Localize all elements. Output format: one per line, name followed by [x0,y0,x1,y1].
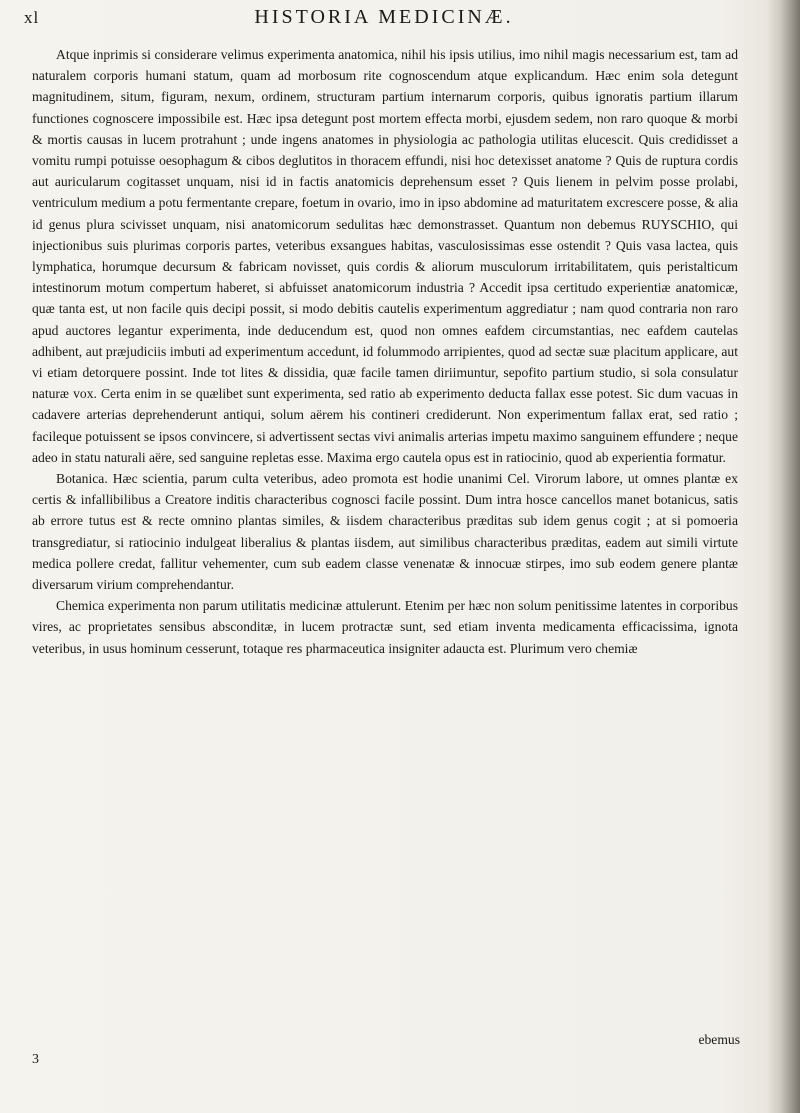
running-title: HISTORIA MEDICINÆ. [254,6,514,28]
page-number: xl [24,8,40,27]
paragraph-anatomica: Atque inprimis si considerare velimus experimenta anatomica, nihil his ipsis utilius, imo nihil magis necessarium est, tam ad naturalem corporis humani statum, quam ad morbosum rite cognoscendum atque explicandum. Hæc enim sola detegunt magnitudinem, situm, figuram, nexum, ordinem, structuram partium internarum corporis, quibus ignoratis partium illarum functiones cognoscere impossibile est. Hæc ipsa detegunt post mortem effecta morbi, ejusdem sedem, non raro quoque & morbi & mortis causas in lucem protrahunt ; unde ingens anatomes in physiologia ac pathologia utilitas elucescit. Quis credidisset a vomitu rumpi potuisse oesophagum & cibos deglutitos in thoracem effundi, nisi hoc detexisset anatome ? Quis de ruptura cordis aut auricularum cogitasset unquam, nisi id in factis anatomicis deprehensum esset ? Quis lienem in pelvim posse prolabi, ventriculum medium a potu fermentante crepare, foetum in ovario, imo in ipso abdomine ad maturitatem excrescere posse, & alia id genus plura scivisset unquam, nisi anatomicorum sedulitas hæc demonstrasset. Quantum non debemus RUYSCHIO, qui injectionibus suis plurimas corporis partes, veteribus exsangues habitas, vasculosissimas esse ostendit ? Quis vasa lactea, quis lymphatica, horumque decursum & fabricam novisset, quis cordis & aliorum musculorum irritabilitatem, quis peristalticum intestinorum motum compertum haberet, si abfuisset anatomicorum industria ? Accedit ipsa certitudo experientiæ anatomicæ, quæ tanta est, ut non facile quis decipi possit, si modo debitis cautelis experimentum aggrediatur ; nam quod contraria non raro apud auctores legantur experimenta, inde deducendum est, quod non omnes eafdem circumstantias, nec eafdem cautelas adhibent, aut præjudiciis imbuti ad experimentum accedunt, id folummodo arripientes, quod ad sectæ suæ placitum applicare, aut vi etiam detorquere possint. Inde tot lites & dissidia, quæ facile tamen diriimuntur, sepofito partium studio, si sola consulatur naturæ vox. Certa enim in se quælibet sunt experimenta, sed ratio ab experimento deducta fallax esse potest. Sic dum vacuas in cadavere arterias deprehenderunt antiqui, solum aërem his contineri crediderunt. Non experimentum fallax erat, sed ratio ; facileque potuissent se ipsos convincere, si advertissent sectas vivi animalis arterias impetu maximo sanguinem effundere ; neque adeo in statu naturali aëre, sed sanguine repletas esse. Maxima ergo cautela opus est in ratiocinio, quod ab experientia formatur. [32,47,738,465]
page-gutter-shadow [766,0,800,1113]
catchword: ebemus [698,1032,740,1047]
signature-mark: 3 [32,1052,39,1067]
body-text [32,44,738,659]
paragraph-chemica: Chemica experimenta non parum utilitatis medicinæ attulerunt. Etenim per hæc non solum penitissime latentes in corporibus vires, ac proprietates sensibus absconditæ, in lucem protractæ sunt, sed etiam inventa medicamenta efficacissima, ignota veteribus, in usus hominum cesserunt, totaque res pharmaceutica insigniter adaucta est. Plurimum vero chemiæ [32,598,738,656]
paragraph-botanica: Botanica. Hæc scientia, parum culta veteribus, adeo promota est hodie unanimi Cel. Virorum labore, ut omnes plantæ ex certis & infallibilibus a Creatore inditis characteribus cognosci facile possint. Dum intra hosce cancellos manet botanicus, satis ab errore tutus est & recte omnino plantas similes, & iisdem characteribus præditas sub idem genus cogit ; at si pomoeria transgrediatur, si ratiocinio indulgeat liberalius & plantas iisdem, aut similibus characteribus præditas, eadem aut simili virtute medica pollere credat, fallitur vehementer, cum sub eadem classe venenatæ & innocuæ stirpes, imo sub eodem genere plantæ diversarum virium comprehendantur. [32,471,738,593]
page-header [24,4,744,34]
